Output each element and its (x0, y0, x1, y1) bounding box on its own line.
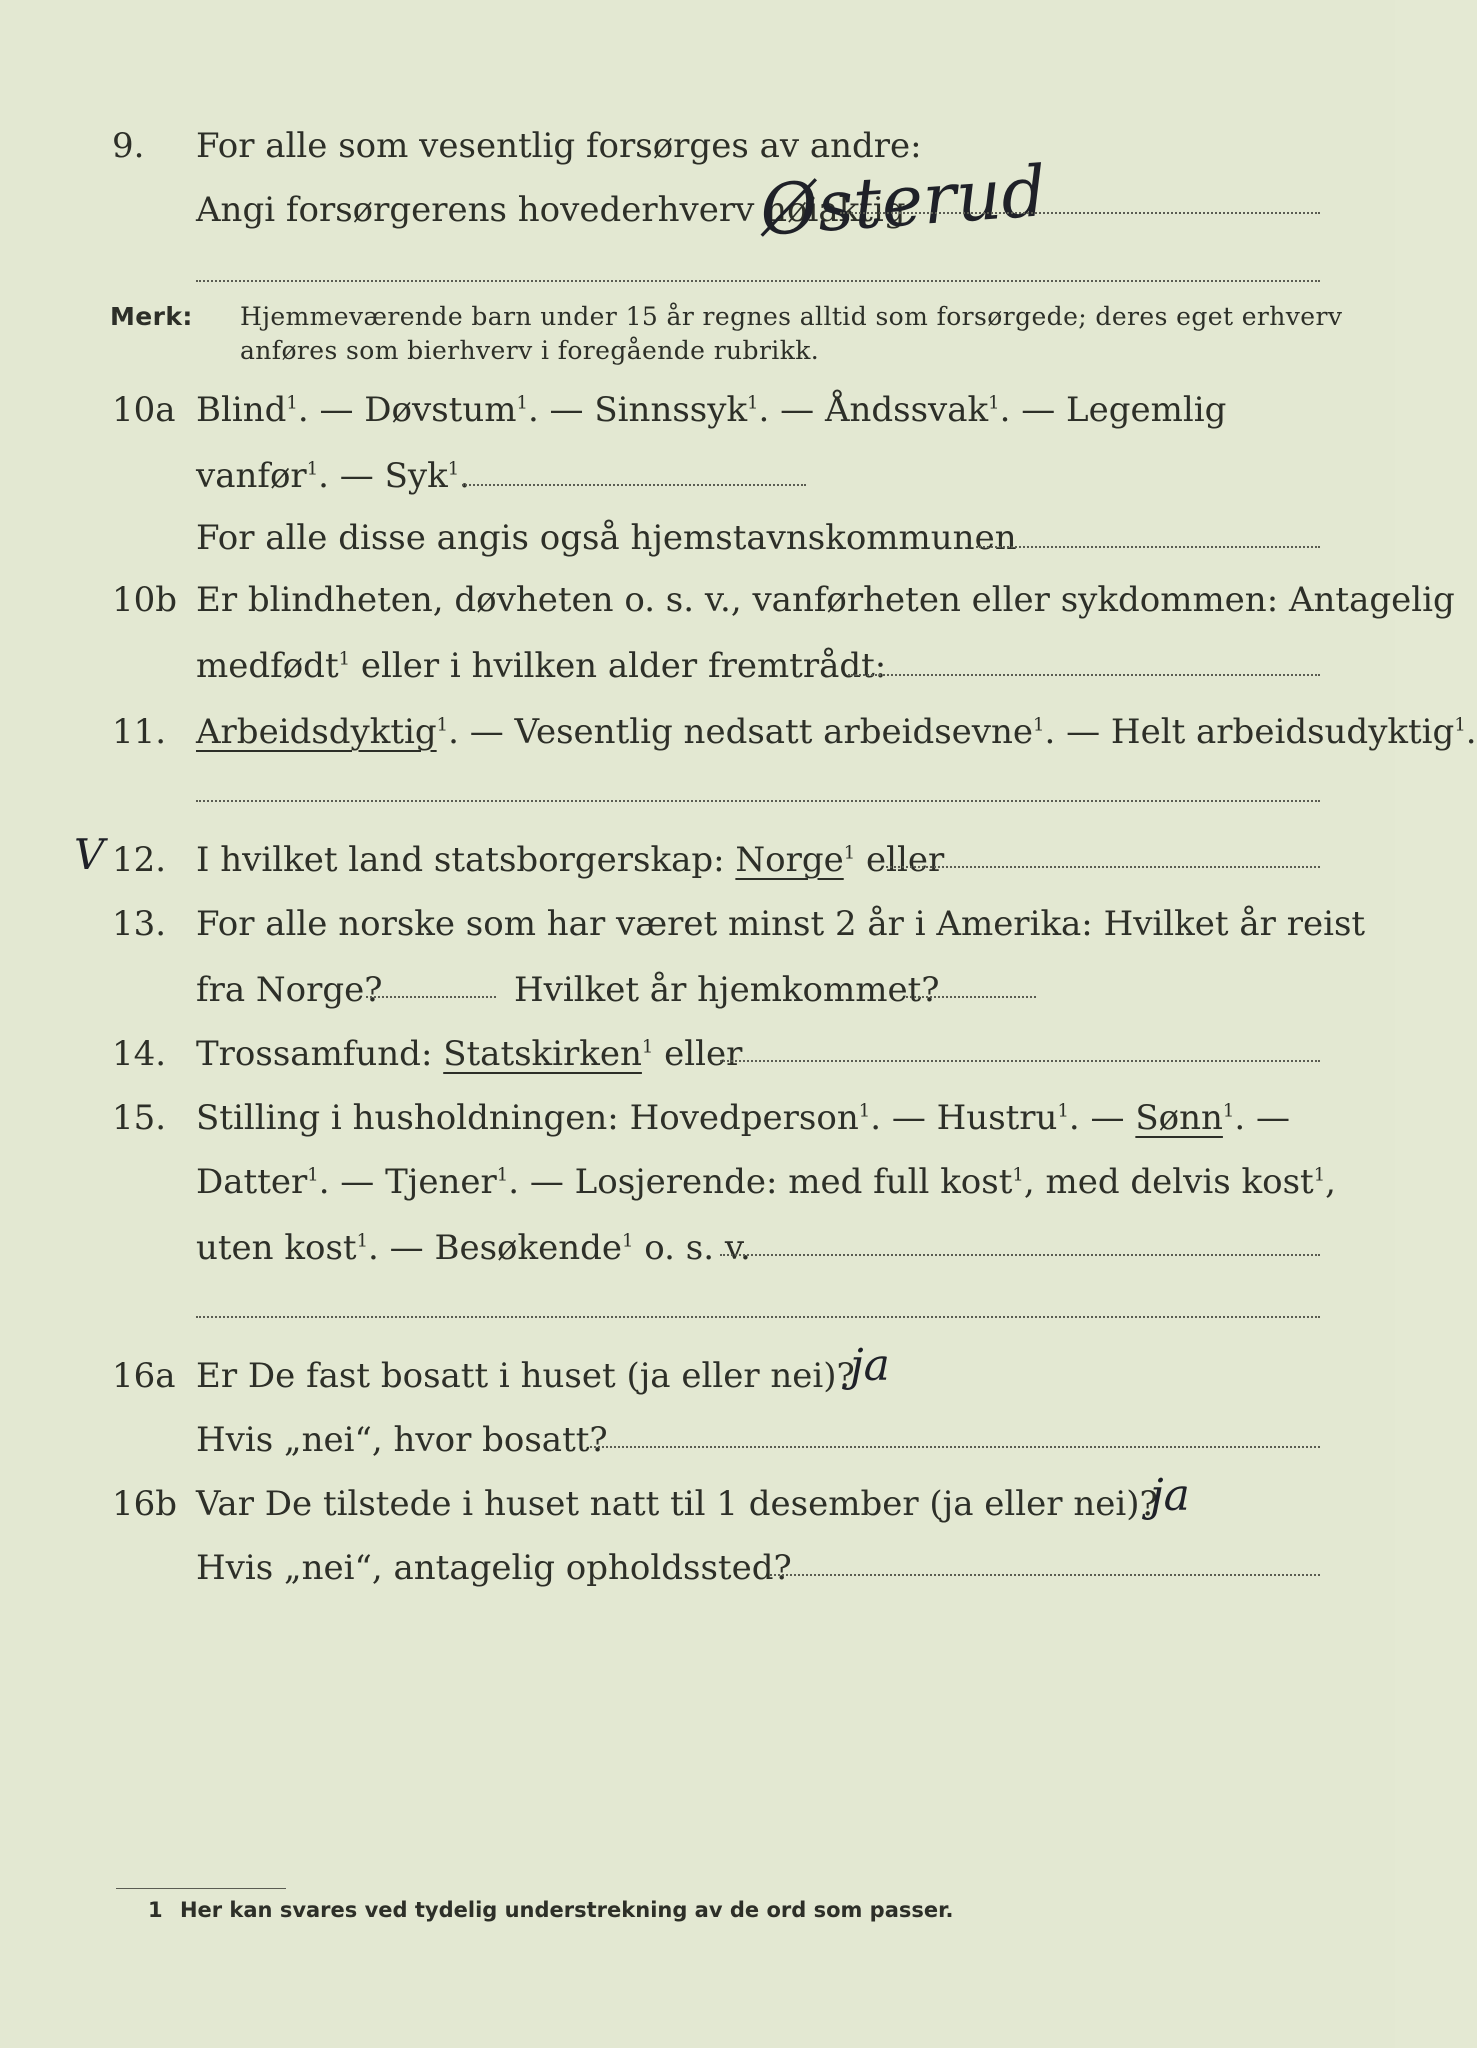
opt-sinnssyk[interactable]: Sinnssyk (594, 390, 748, 430)
q10b-dots[interactable] (848, 674, 1320, 676)
footnote (148, 1898, 953, 1922)
q16b-number: 16b (112, 1484, 178, 1524)
q15-osv: o. s. v. (644, 1228, 751, 1268)
q10b-line2: medfødt$^1$ eller i hvilken alder fremtrådt: (196, 646, 887, 686)
opt-legemlig[interactable]: Legemlig (1066, 390, 1227, 430)
q10a-line3: For alle disse angis også hjemstavnskommunen (196, 518, 1017, 558)
q10b-number: 10b (112, 580, 178, 620)
q16b-answer-handwritten[interactable]: ja (1150, 1470, 1190, 1521)
opt-blind[interactable]: Blind (196, 390, 287, 430)
q15-label: Stilling i husholdningen: (196, 1098, 619, 1138)
opt-nedsatt[interactable]: Vesentlig nedsatt arbeidsevne (514, 712, 1034, 752)
q9-extra-line[interactable] (196, 280, 1320, 282)
opt-hovedperson[interactable]: Hovedperson (629, 1098, 859, 1138)
q14-dots[interactable] (720, 1060, 1320, 1062)
q12-text: I hvilket land statsborgerskap: (196, 840, 725, 880)
opt-udyktig[interactable]: Helt arbeidsudyktig (1110, 712, 1455, 752)
q14-text: Trossamfund: (196, 1034, 433, 1074)
opt-andssvak[interactable]: Åndssvak (824, 390, 989, 430)
q10b-line1: Er blindheten, døvheten o. s. v., vanførheten eller sykdommen: Antagelig (196, 580, 1455, 620)
q10a-line3-dots[interactable] (976, 546, 1320, 548)
opt-uten-kost[interactable]: uten kost (196, 1228, 357, 1268)
q16a-number: 16a (112, 1356, 176, 1396)
q12-number: 12. (112, 840, 167, 880)
q16a-answer-handwritten[interactable]: ja (850, 1340, 890, 1391)
q12-check-mark: V (74, 830, 105, 879)
opt-med-delvis-kost[interactable]: med delvis kost (1045, 1162, 1314, 1202)
footnote-mark: 1 (148, 1898, 163, 1922)
opt-sonn[interactable]: Sønn (1135, 1098, 1223, 1138)
q13-fra: fra Norge? (196, 970, 383, 1010)
q9-answer-line[interactable] (840, 212, 1320, 214)
q15-extra-line[interactable] (196, 1316, 1320, 1318)
merk-line1: Hjemmeværende barn under 15 år regnes alltid som forsørgede; deres eget erhverv (240, 302, 1343, 331)
opt-statskirken[interactable]: Statskirken (443, 1034, 642, 1074)
q15-losjerende: Losjerende: (574, 1162, 778, 1202)
opt-arbeidsdyktig[interactable]: Arbeidsdyktig (196, 712, 437, 752)
q16b-dots[interactable] (770, 1574, 1320, 1576)
q10a-line2-dots[interactable] (462, 484, 806, 486)
q9-line2: Angi forsørgerens hovederhverv nøiaktig (196, 190, 906, 230)
opt-vanfor[interactable]: vanfør (196, 456, 307, 496)
q10b-line2-text: eller i hvilken alder fremtrådt: (360, 646, 887, 686)
opt-medfodt[interactable]: medfødt (196, 646, 339, 686)
q12-line: I hvilket land statsborgerskap: Norge$^1$ eller (196, 840, 945, 880)
q16b-line2: Hvis „nei“, antagelig opholdssted? (196, 1548, 792, 1588)
q10a-line2: vanfør$^1$. — Syk$^1$. (196, 456, 470, 496)
q16a-line1: Er De fast bosatt i huset (ja eller nei)? (196, 1356, 855, 1396)
q11-number: 11. (112, 712, 167, 752)
q10a-number: 10a (112, 390, 176, 430)
opt-hustru[interactable]: Hustru (936, 1098, 1058, 1138)
opt-syk[interactable]: Syk (384, 456, 448, 496)
q12-eller: eller (866, 840, 945, 880)
opt-datter[interactable]: Datter (196, 1162, 308, 1202)
q13-line1: For alle norske som har været minst 2 år i Amerika: Hvilket år reist (196, 904, 1366, 944)
merk-label: Merk: (110, 302, 193, 331)
merk-line2: anføres som bierhverv i foregående rubrikk. (240, 336, 820, 365)
q13-number: 13. (112, 904, 167, 944)
q13-hjem-dots[interactable] (906, 996, 1036, 998)
footnote-text: Her kan svares ved tydelig understrekning av de ord som passer. (179, 1898, 954, 1922)
q14-eller: eller (664, 1034, 743, 1074)
q15-line2: Datter$^1$. — Tjener$^1$. — Losjerende: med full kost$^1$, med delvis kost$^1$, (196, 1162, 1336, 1202)
q9-number: 9. (112, 126, 145, 166)
q16b-line1: Var De tilstede i huset natt til 1 desember (ja eller nei)? (196, 1484, 1158, 1524)
opt-tjener[interactable]: Tjener (385, 1162, 497, 1202)
q13-fra-dots[interactable] (366, 996, 496, 998)
q14-number: 14. (112, 1034, 167, 1074)
footnote-rule (116, 1888, 286, 1889)
opt-norge[interactable]: Norge (735, 840, 844, 880)
q15-line1: Stilling i husholdningen: Hovedperson$^1$. — Hustru$^1$. — Sønn$^1$. — (196, 1098, 1290, 1138)
q16a-line2: Hvis „nei“, hvor bosatt? (196, 1420, 608, 1460)
q9-line1: For alle som vesentlig forsørges av andre: (196, 126, 922, 166)
q11-line: Arbeidsdyktig$^1$. — Vesentlig nedsatt arbeidsevne$^1$. — Helt arbeidsudyktig$^1$. (196, 712, 1477, 752)
q13-hjem: Hvilket år hjemkommet? (514, 970, 940, 1010)
q15-number: 15. (112, 1098, 167, 1138)
q15-dots[interactable] (720, 1254, 1320, 1256)
q16a-dots[interactable] (590, 1446, 1320, 1448)
q14-line: Trossamfund: Statskirken$^1$ eller (196, 1034, 743, 1074)
q11-extra-line[interactable] (196, 800, 1320, 802)
opt-besokende[interactable]: Besøkende (434, 1228, 622, 1268)
q10a-line1: Blind$^1$. — Døvstum$^1$. — Sinnssyk$^1$. — Åndssvak$^1$. — Legemlig (196, 390, 1227, 430)
q15-line3: uten kost$^1$. — Besøkende$^1$ o. s. v. (196, 1228, 751, 1268)
opt-dovstum[interactable]: Døvstum (364, 390, 517, 430)
q12-dots[interactable] (886, 866, 1320, 868)
opt-med-full-kost[interactable]: med full kost (788, 1162, 1013, 1202)
q9-answer-handwritten[interactable]: Østerud (757, 150, 1049, 252)
